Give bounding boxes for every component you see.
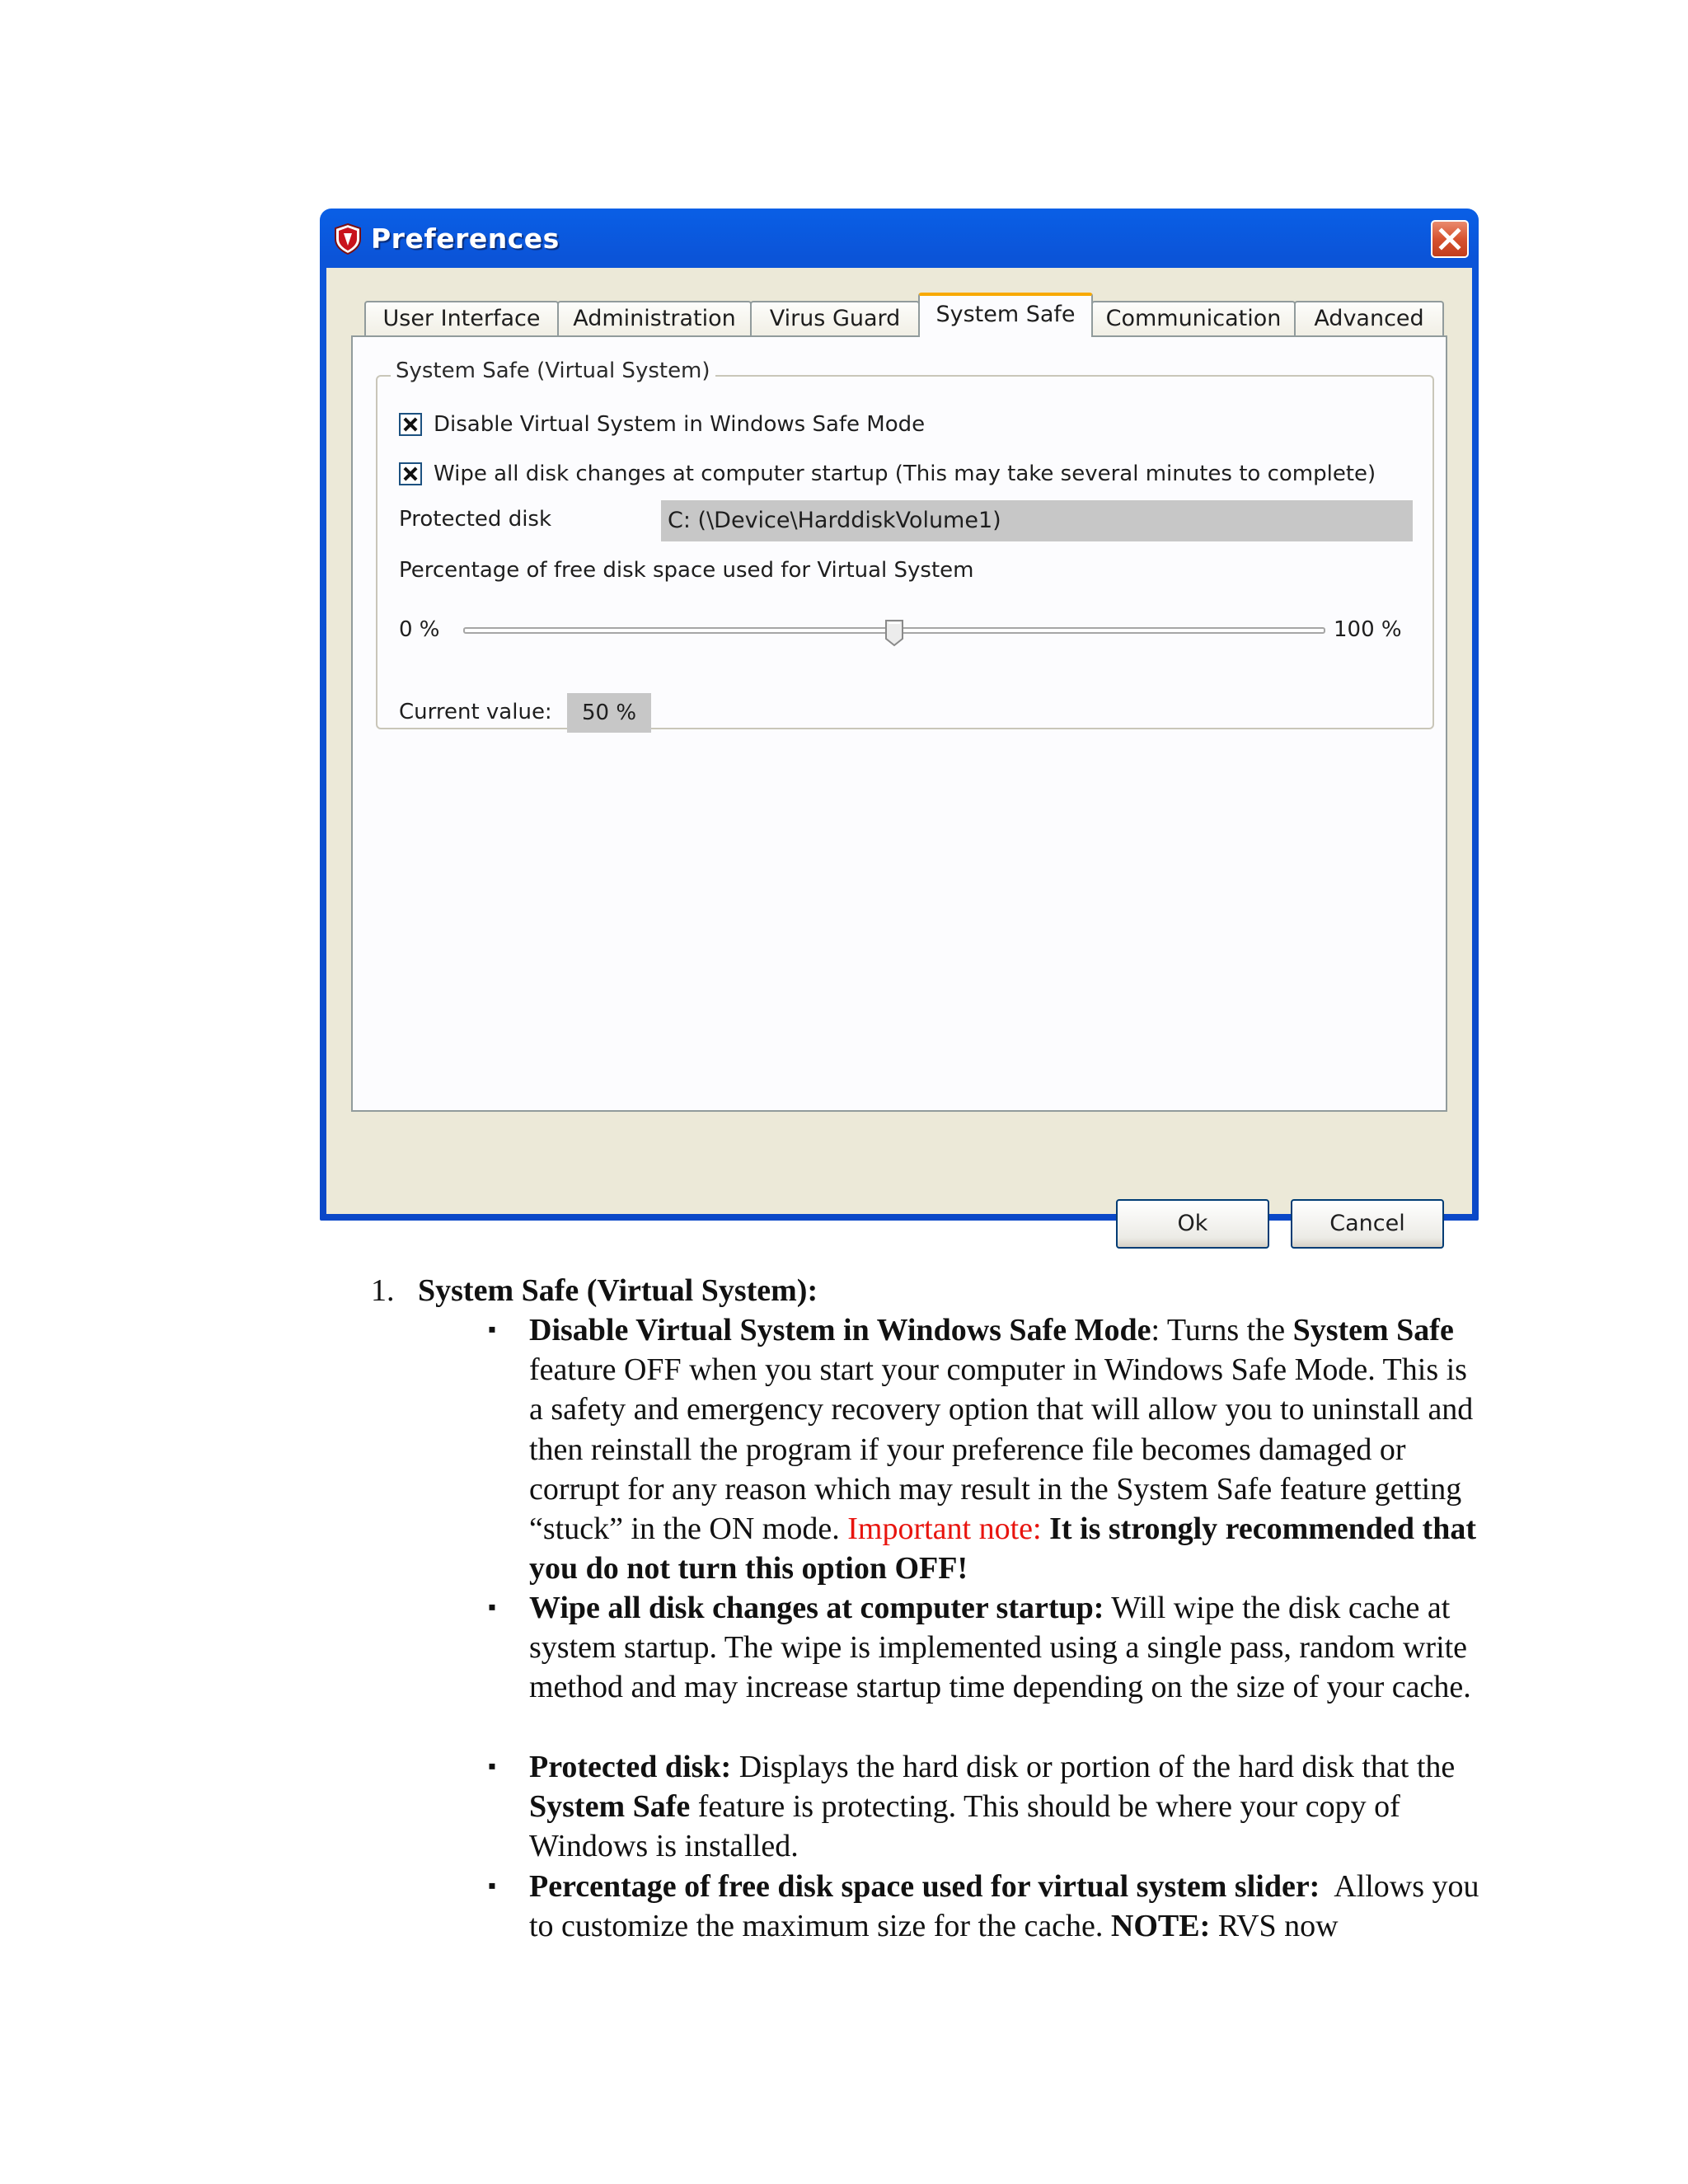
system-safe-pane	[351, 335, 1447, 1112]
wipe-disk-changes-label: Wipe all disk changes at computer startup (This may take several minutes to complete)	[434, 462, 1376, 486]
system-safe-group	[376, 359, 1434, 729]
tab-advanced[interactable]: Advanced	[1294, 301, 1444, 335]
tab-strip	[326, 268, 1472, 334]
tab-virus-guard[interactable]: Virus Guard	[750, 301, 920, 335]
item-text: Displays the hard disk or portion of the hard disk that the	[731, 1750, 1456, 1784]
wipe-disk-changes-row[interactable]	[399, 459, 1376, 489]
tab-user-interface[interactable]: User Interface	[364, 301, 559, 335]
cancel-button[interactable]: Cancel	[1291, 1199, 1444, 1249]
tab-system-safe[interactable]: System Safe	[918, 293, 1093, 337]
item-wipe-disk-changes	[529, 1588, 1485, 1708]
item-text: Will wipe the disk cache at system startup. The wipe is implemented using a single pass, random write method and may increase startup time depending on the size of your cache.	[529, 1591, 1471, 1705]
protected-disk-label: Protected disk	[399, 507, 552, 532]
current-value-label: Current value:	[399, 700, 552, 724]
shield-icon	[333, 223, 363, 255]
item-text: RVS now	[1210, 1909, 1339, 1944]
list-title: System Safe (Virtual System):	[418, 1273, 818, 1308]
bullet: ▪	[488, 1317, 496, 1343]
item-bold: System Safe	[1292, 1313, 1454, 1347]
slider-max-label: 100 %	[1334, 617, 1402, 642]
disable-virtual-system-label: Disable Virtual System in Windows Safe Mode	[434, 412, 926, 437]
important-note: Important note:	[847, 1511, 1042, 1547]
bullet: ▪	[488, 1873, 496, 1899]
item-text: : Turns the	[1151, 1313, 1293, 1347]
item-bold: NOTE:	[1110, 1909, 1211, 1944]
item-percentage-slider	[529, 1867, 1488, 1946]
item-title: Wipe all disk changes at computer startup:	[529, 1591, 1104, 1625]
percentage-label: Percentage of free disk space used for Virtual System	[399, 558, 974, 583]
ok-button[interactable]: Ok	[1116, 1199, 1269, 1249]
disable-virtual-system-row[interactable]	[399, 410, 925, 439]
bullet: ▪	[488, 1754, 496, 1779]
item-protected-disk	[529, 1747, 1485, 1867]
window-title: Preferences	[371, 223, 560, 255]
current-value-field: 50 %	[567, 693, 651, 733]
protected-disk-field: C: (\Device\HarddiskVolume1)	[661, 500, 1413, 541]
tab-administration[interactable]: Administration	[557, 301, 752, 335]
item-disable-virtual-system	[529, 1310, 1485, 1588]
item-text: Allows you to customize the maximum size for the cache.	[529, 1869, 1488, 1944]
list-number: 1.	[371, 1273, 395, 1308]
item-text: feature is protecting. This should be where your copy of Windows is installed.	[529, 1789, 1400, 1864]
close-button[interactable]	[1431, 220, 1469, 258]
disable-virtual-system-checkbox[interactable]	[399, 413, 422, 436]
item-title: Percentage of free disk space used for virtual system slider:	[529, 1869, 1320, 1904]
bullet: ▪	[488, 1595, 496, 1620]
close-icon	[1432, 222, 1467, 256]
preferences-window	[320, 209, 1479, 1236]
item-title: Protected disk:	[529, 1750, 732, 1784]
group-title: System Safe (Virtual System)	[391, 359, 715, 383]
slider-min-label: 0 %	[399, 617, 440, 642]
tab-communication[interactable]: Communication	[1091, 301, 1296, 335]
important-text: It is strongly recommended that you do not turn this option OFF!	[529, 1511, 1476, 1586]
item-text: feature OFF when you start your computer in Windows Safe Mode. This is a safety and emergency recovery option that will allow you to uninstall and then reinstall the program if your preference file becomes damaged or corrupt for any reason which may result in the System Safe feature getting “stuck” in the ON mode.	[529, 1352, 1474, 1547]
title-bar[interactable]	[320, 209, 1479, 268]
client-area	[326, 268, 1472, 1236]
item-bold: System Safe	[529, 1789, 691, 1825]
wipe-disk-changes-checkbox[interactable]	[399, 462, 422, 485]
item-title: Disable Virtual System in Windows Safe Mode	[529, 1313, 1151, 1347]
slider-thumb[interactable]	[884, 619, 904, 647]
